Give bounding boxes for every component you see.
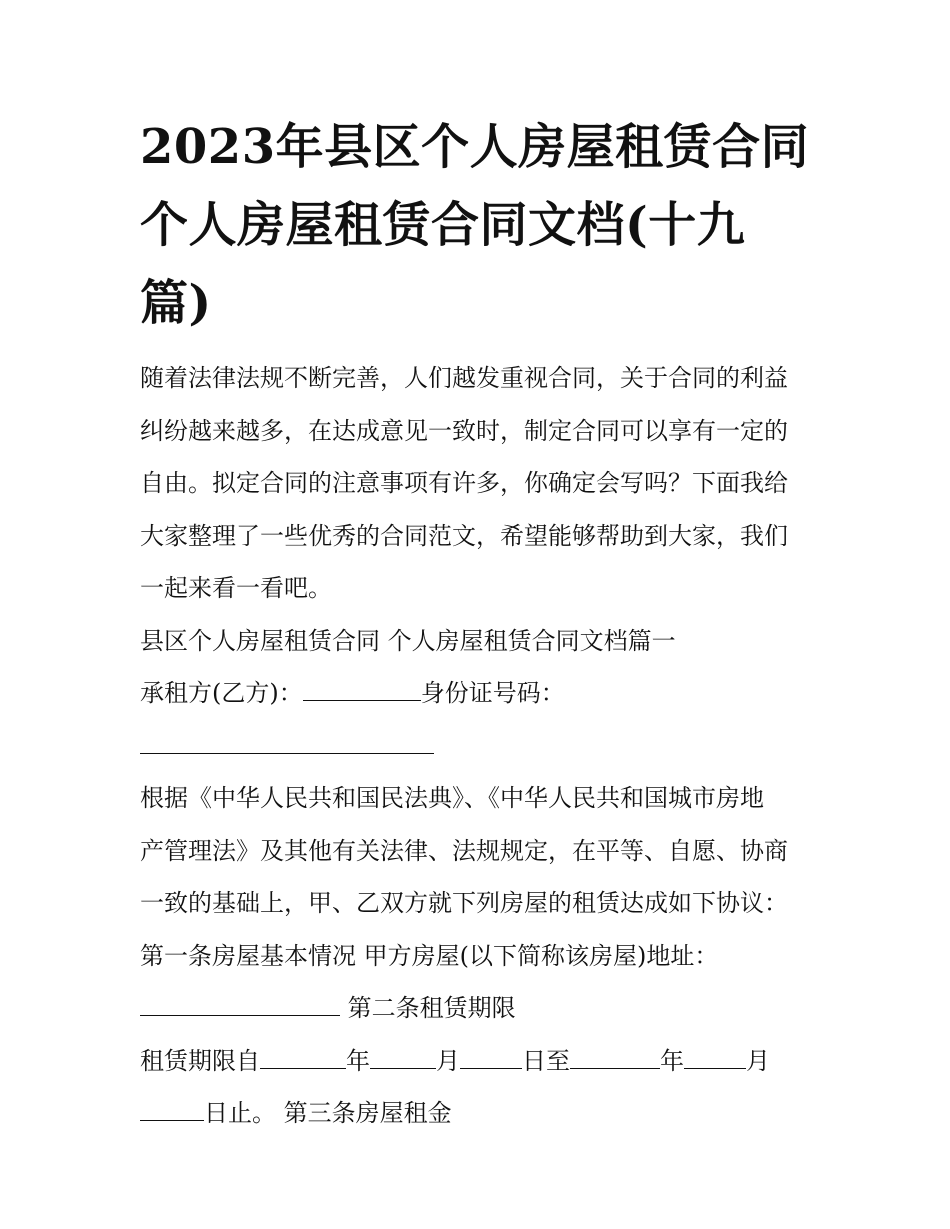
intro-line: 大家整理了一些优秀的合同范文，希望能够帮助到大家，我们 [140,521,788,550]
id-blank-line [140,720,820,773]
term-end-line [140,1087,820,1140]
section-heading: 县区个人房屋租赁合同 个人房屋租赁合同文档篇一 [140,626,676,655]
title-line: 个人房屋租赁合同文档(十九 [140,197,746,253]
month-label: 月 [746,1046,770,1075]
year-label: 年 [660,1046,684,1075]
lessee-line [140,667,820,720]
end-year-blank [570,1046,660,1069]
year-label: 年 [346,1046,370,1075]
intro-line: 一起来看一看吧。 [140,574,332,602]
title-line: 2023年县区个人房屋租赁合同 [140,119,810,175]
day-to-label: 日至 [522,1046,570,1075]
intro-line: 纠纷越来越多，在达成意见一致时，制定合同可以享有一定的 [140,416,788,445]
document-title [140,108,820,342]
start-month-blank [370,1046,436,1069]
lessee-name-blank [303,678,421,701]
basis-line: 根据《中华人民共和国民法典》、《中华人民共和国城市房地 [140,784,764,812]
title-line: 篇) [140,275,212,331]
address-blank [140,993,340,1016]
id-number-blank [140,731,434,754]
article-1: 第一条房屋基本情况 甲方房屋(以下简称该房屋)地址： [140,941,719,970]
id-label: 身份证号码： [420,679,565,707]
start-day-blank [460,1046,522,1069]
term-line [140,1035,820,1088]
article-2: 第二条租赁期限 [347,994,516,1022]
document-page [140,108,820,1140]
basis-line: 一致的基础上，甲、乙双方就下列房屋的租赁达成如下协议： [140,889,788,917]
month-label: 月 [436,1046,460,1075]
end-month-blank [684,1046,746,1069]
intro-line: 自由。拟定合同的注意事项有许多，你确定会写吗？下面我给 [140,469,788,497]
day-end-label: 日止。 [204,1099,276,1127]
term-prefix: 租赁期限自 [140,1046,260,1075]
lessee-label: 承租方(乙方)： [140,679,303,707]
address-line [140,982,820,1035]
end-day-blank [140,1098,204,1121]
start-year-blank [260,1046,346,1069]
basis-line: 产管理法》及其他有关法律、法规规定，在平等、自愿、协商 [140,836,788,865]
intro-line: 随着法律法规不断完善，人们越发重视合同，关于合同的利益 [140,364,788,392]
article-3: 第三条房屋租金 [283,1099,452,1127]
